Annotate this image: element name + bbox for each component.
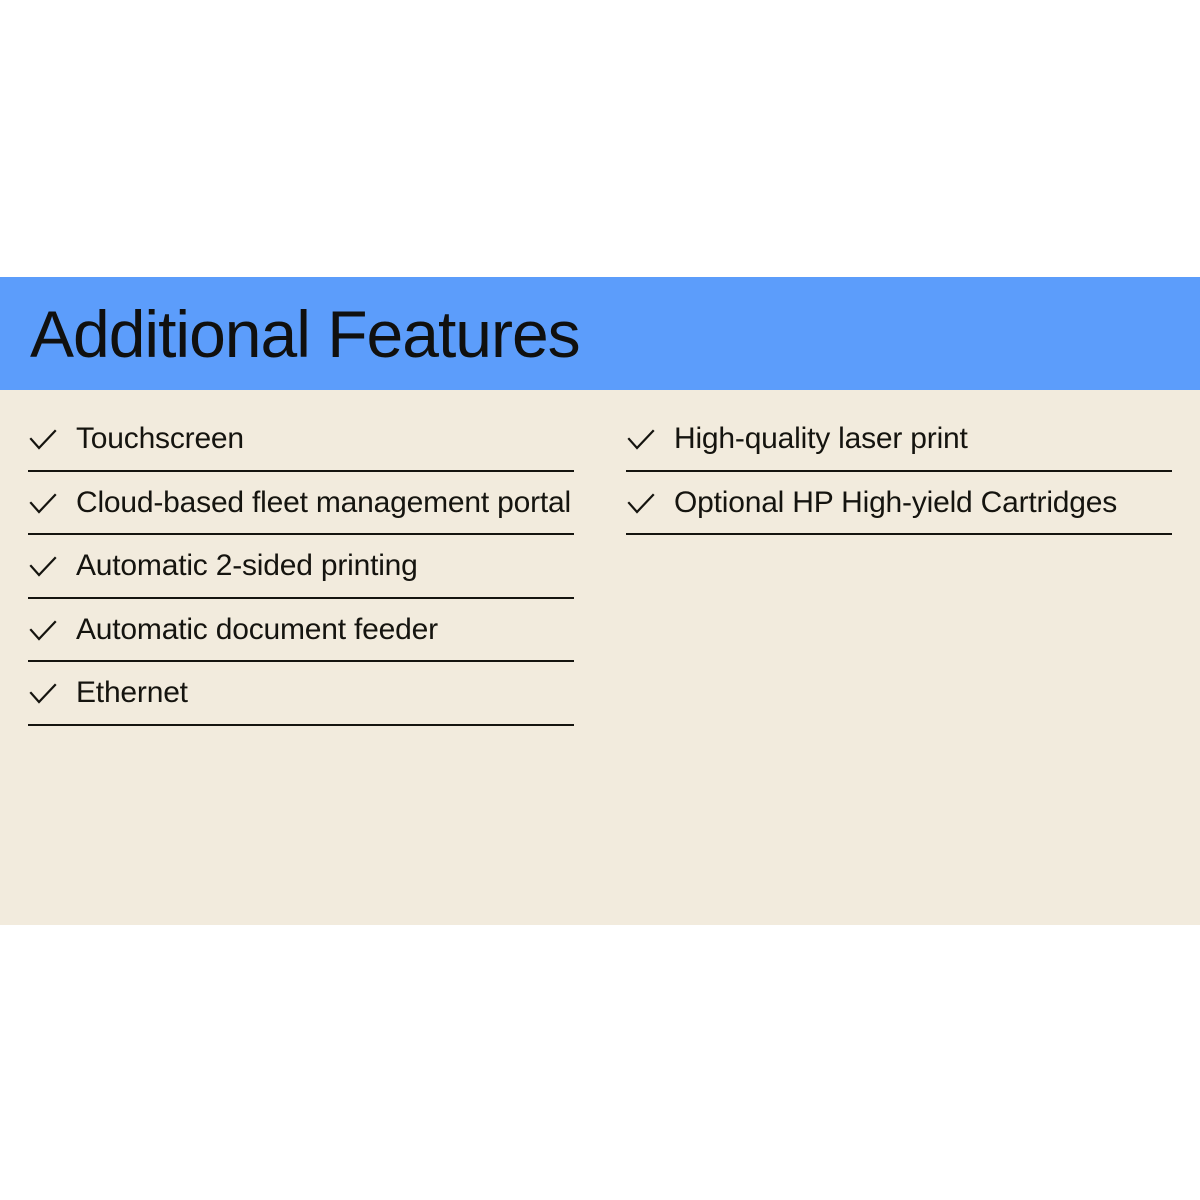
column-spacer (626, 535, 1172, 885)
check-icon (626, 490, 656, 520)
check-icon (28, 490, 58, 520)
check-icon (626, 426, 656, 456)
column-spacer (28, 726, 574, 886)
feature-column-left (28, 408, 574, 885)
list-item (626, 472, 1172, 536)
additional-features-panel (0, 277, 1200, 925)
list-item-label: Optional HP High-yield Cartridges (674, 485, 1118, 519)
list-item-label: Automatic document feeder (76, 612, 438, 646)
panel-body (0, 390, 1200, 925)
list-item (28, 662, 574, 726)
check-icon (28, 680, 58, 710)
list-item (28, 472, 574, 536)
list-item-label: High-quality laser print (674, 422, 968, 455)
check-icon (28, 617, 58, 647)
list-item (28, 599, 574, 663)
check-icon (28, 426, 58, 456)
list-item-label: Touchscreen (76, 422, 244, 455)
list-item (626, 408, 1172, 472)
list-item-label: Automatic 2-sided printing (76, 549, 418, 582)
list-item (28, 535, 574, 599)
panel-header (0, 277, 1200, 390)
list-item-label: Ethernet (76, 676, 188, 709)
list-item-label: Cloud-based fleet management portal (76, 485, 571, 519)
check-icon (28, 553, 58, 583)
page-title: Additional Features (30, 296, 580, 371)
list-item (28, 408, 574, 472)
feature-column-right (626, 408, 1172, 885)
